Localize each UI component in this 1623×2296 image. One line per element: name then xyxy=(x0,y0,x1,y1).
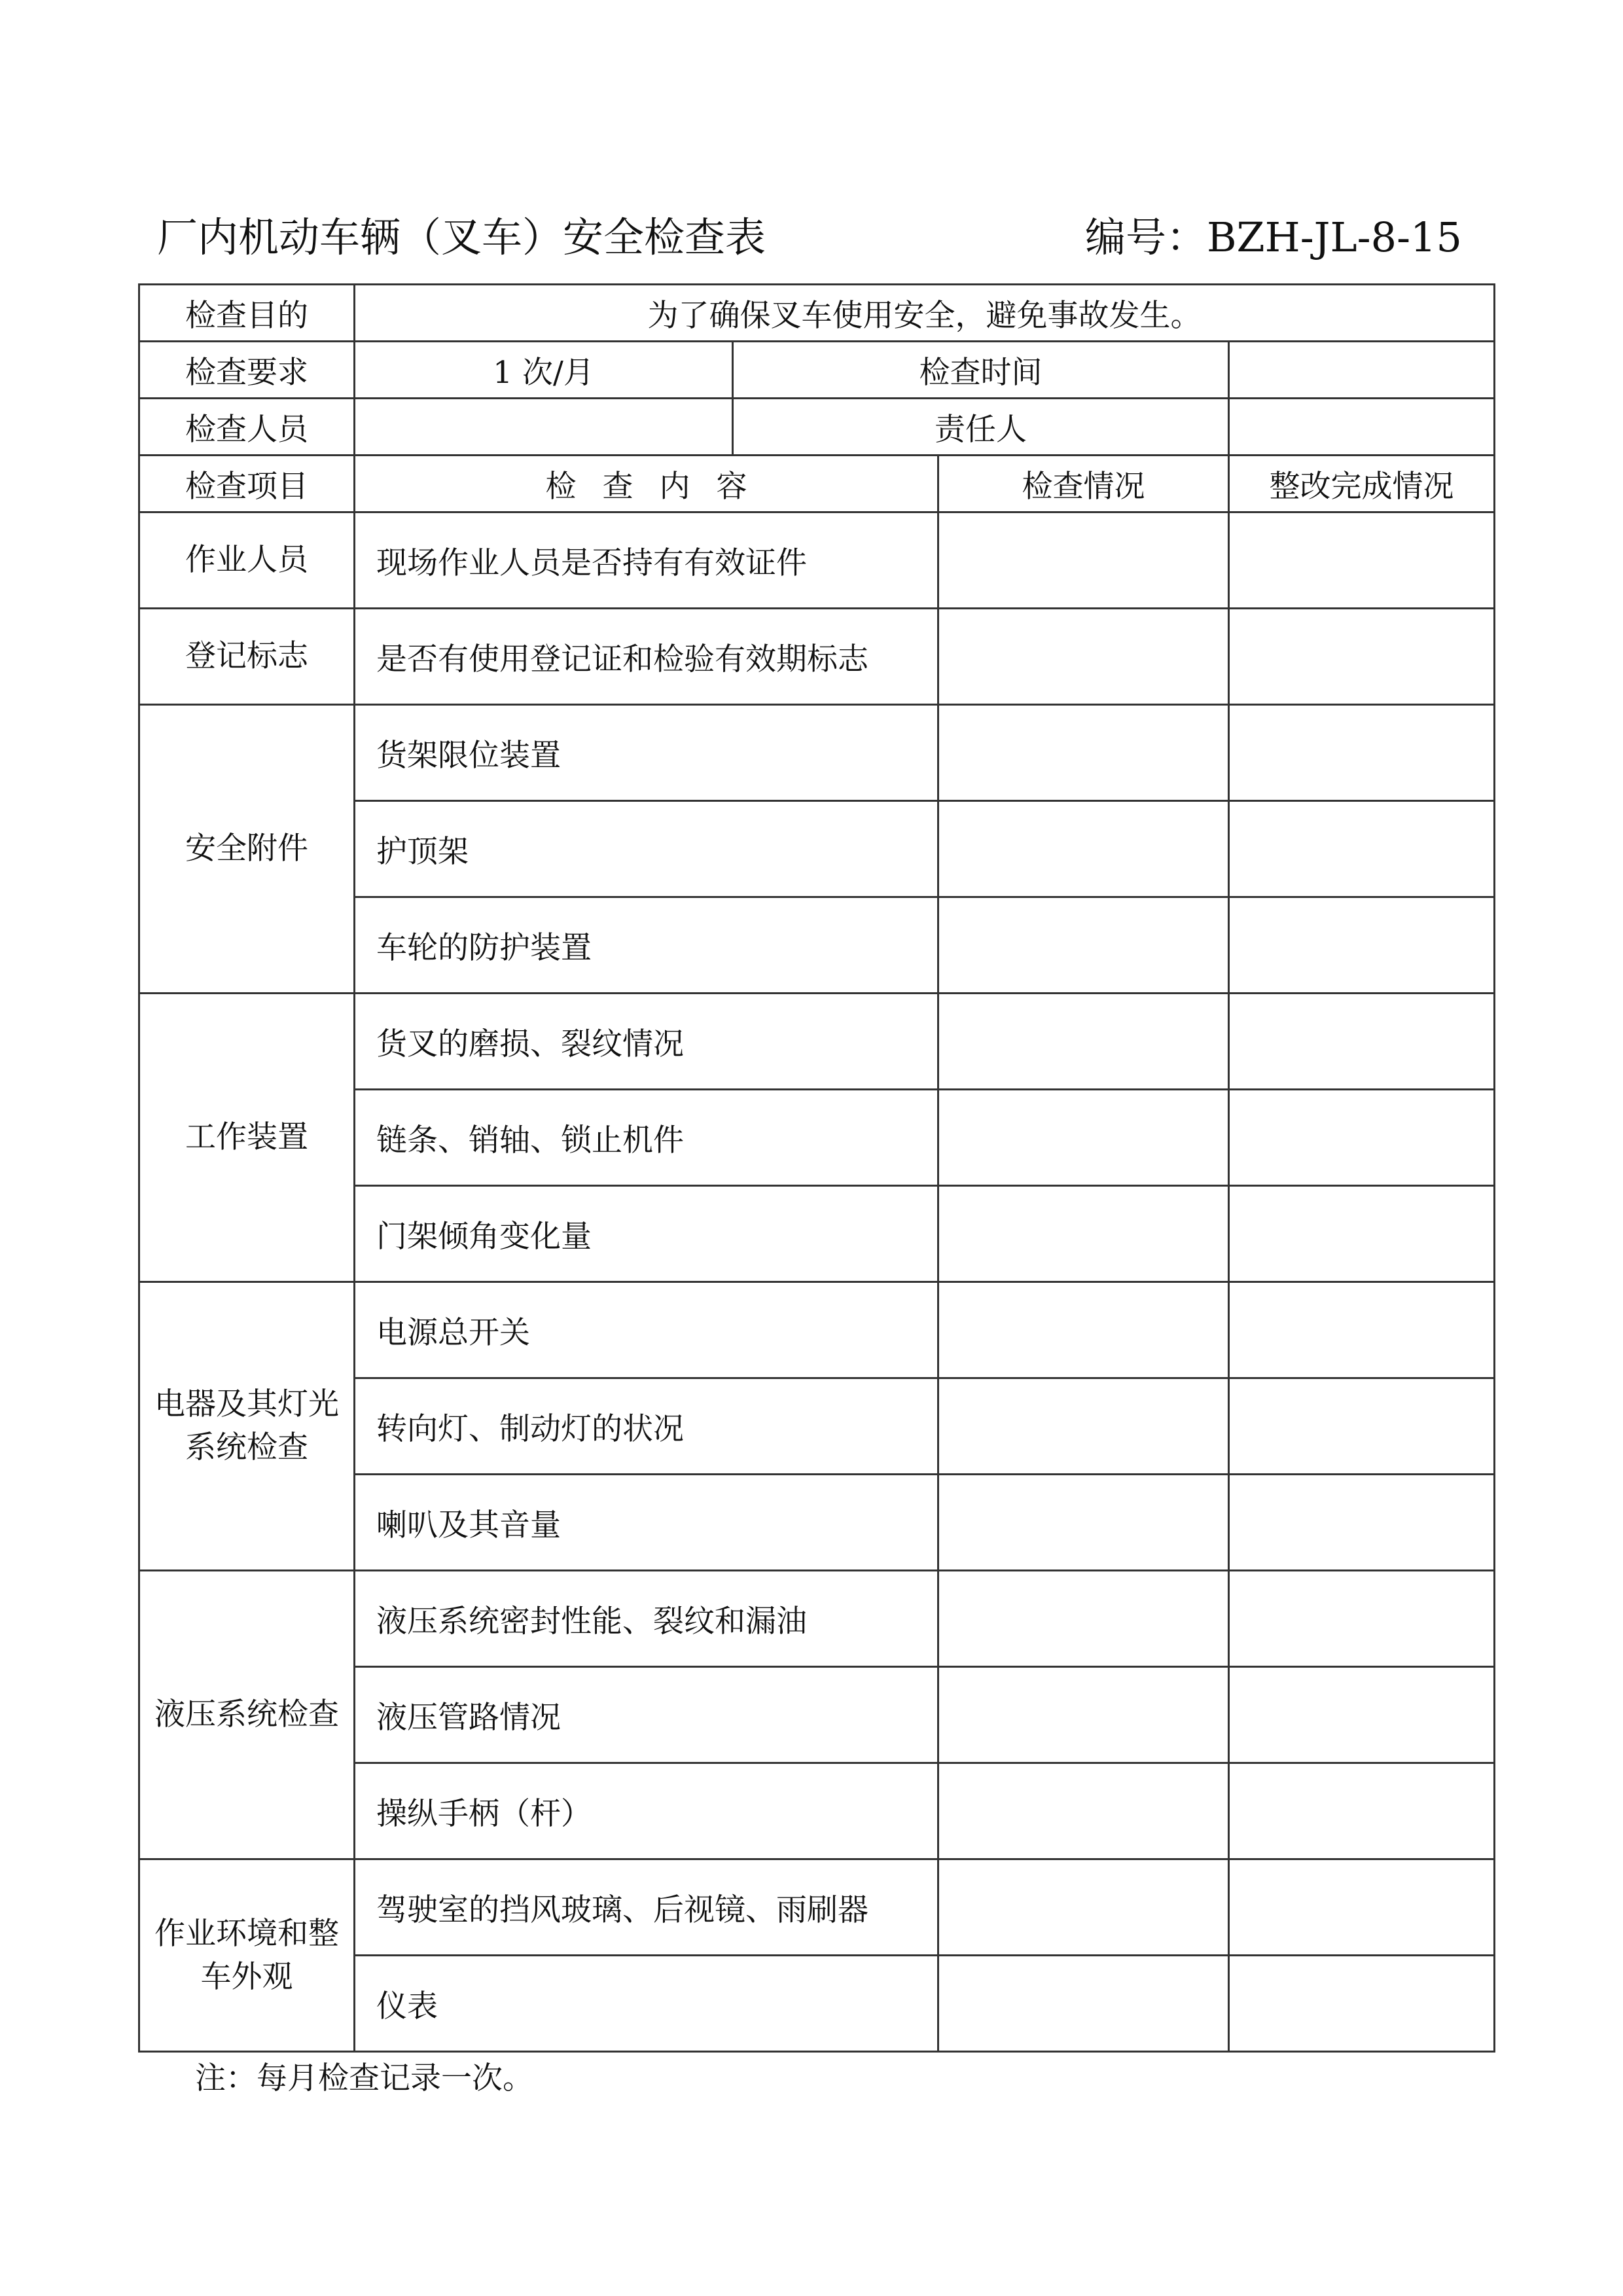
table-row xyxy=(139,609,1495,705)
check-item: 门架倾角变化量 xyxy=(355,1186,938,1282)
inspector-label: 检查人员 xyxy=(139,399,355,456)
rectification-cell[interactable] xyxy=(1229,1090,1495,1186)
table-row xyxy=(139,1571,1495,1667)
status-cell[interactable] xyxy=(938,801,1229,897)
table-header-row xyxy=(139,456,1495,512)
table-row xyxy=(139,994,1495,1090)
check-item: 驾驶室的挡风玻璃、后视镜、雨刷器 xyxy=(355,1859,938,1956)
status-cell[interactable] xyxy=(938,1090,1229,1186)
responsible-field[interactable] xyxy=(1229,399,1495,456)
status-cell[interactable] xyxy=(938,512,1229,609)
rectification-cell[interactable] xyxy=(1229,801,1495,897)
category-line: 系统检查 xyxy=(185,1429,308,1465)
check-item: 仪表 xyxy=(355,1956,938,2052)
check-item: 电源总开关 xyxy=(355,1282,938,1378)
inspection-table xyxy=(138,283,1495,2053)
rectification-cell[interactable] xyxy=(1229,1475,1495,1571)
category-line: 作业环境和整 xyxy=(154,1915,339,1952)
table-row xyxy=(139,1859,1495,1956)
status-cell[interactable] xyxy=(938,1667,1229,1763)
check-item: 现场作业人员是否持有有效证件 xyxy=(355,512,938,609)
category-line: 车外观 xyxy=(200,1958,293,1995)
requirement-label: 检查要求 xyxy=(139,342,355,399)
check-item: 喇叭及其音量 xyxy=(355,1475,938,1571)
category-cell xyxy=(139,1859,355,2052)
rectification-cell[interactable] xyxy=(1229,1956,1495,2052)
inspection-time-field[interactable] xyxy=(1229,342,1495,399)
status-cell[interactable] xyxy=(938,1282,1229,1378)
status-cell[interactable] xyxy=(938,897,1229,994)
status-cell[interactable] xyxy=(938,609,1229,705)
check-item: 车轮的防护装置 xyxy=(355,897,938,994)
status-cell[interactable] xyxy=(938,1475,1229,1571)
requirement-value: 1 次/月 xyxy=(355,342,733,399)
status-cell[interactable] xyxy=(938,994,1229,1090)
form-number: 编号：BZH-JL-8-15 xyxy=(1085,213,1462,261)
rectification-cell[interactable] xyxy=(1229,1282,1495,1378)
purpose-label: 检查目的 xyxy=(139,285,355,342)
inspection-time-label: 检查时间 xyxy=(733,342,1229,399)
check-item: 货架限位装置 xyxy=(355,705,938,801)
requirement-row xyxy=(139,342,1495,399)
form-title: 厂内机动车辆（叉车）安全检查表 xyxy=(157,213,766,261)
table-row xyxy=(139,1282,1495,1378)
rectification-cell[interactable] xyxy=(1229,609,1495,705)
status-cell[interactable] xyxy=(938,1186,1229,1282)
check-item: 链条、销轴、锁止机件 xyxy=(355,1090,938,1186)
check-item: 是否有使用登记证和检验有效期标志 xyxy=(355,609,938,705)
header-rectification: 整改完成情况 xyxy=(1229,456,1495,512)
header-status: 检查情况 xyxy=(938,456,1229,512)
status-cell[interactable] xyxy=(938,705,1229,801)
responsible-label: 责任人 xyxy=(733,399,1229,456)
footnote: 注：每月检查记录一次。 xyxy=(195,2060,533,2096)
rectification-cell[interactable] xyxy=(1229,1667,1495,1763)
check-item: 操纵手柄（杆） xyxy=(355,1763,938,1859)
category-cell: 登记标志 xyxy=(139,609,355,705)
category-cell: 作业人员 xyxy=(139,512,355,609)
rectification-cell[interactable] xyxy=(1229,512,1495,609)
rectification-cell[interactable] xyxy=(1229,994,1495,1090)
inspector-row xyxy=(139,399,1495,456)
header-item: 检查项目 xyxy=(139,456,355,512)
check-item: 液压管路情况 xyxy=(355,1667,938,1763)
rectification-cell[interactable] xyxy=(1229,1571,1495,1667)
inspector-field[interactable] xyxy=(355,399,733,456)
category-line: 电器及其灯光 xyxy=(154,1386,339,1422)
rectification-cell[interactable] xyxy=(1229,897,1495,994)
check-item: 转向灯、制动灯的状况 xyxy=(355,1378,938,1475)
rectification-cell[interactable] xyxy=(1229,705,1495,801)
status-cell[interactable] xyxy=(938,1378,1229,1475)
category-cell: 工作装置 xyxy=(139,994,355,1282)
rectification-cell[interactable] xyxy=(1229,1186,1495,1282)
rectification-cell[interactable] xyxy=(1229,1763,1495,1859)
check-item: 护顶架 xyxy=(355,801,938,897)
check-item: 货叉的磨损、裂纹情况 xyxy=(355,994,938,1090)
header-content: 检查内容 xyxy=(355,456,938,512)
purpose-row xyxy=(139,285,1495,342)
purpose-value: 为了确保叉车使用安全，避免事故发生。 xyxy=(355,285,1495,342)
category-cell: 液压系统检查 xyxy=(139,1571,355,1859)
category-cell: 安全附件 xyxy=(139,705,355,994)
rectification-cell[interactable] xyxy=(1229,1859,1495,1956)
status-cell[interactable] xyxy=(938,1571,1229,1667)
status-cell[interactable] xyxy=(938,1859,1229,1956)
status-cell[interactable] xyxy=(938,1956,1229,2052)
category-cell xyxy=(139,1282,355,1571)
check-item: 液压系统密封性能、裂纹和漏油 xyxy=(355,1571,938,1667)
table-row xyxy=(139,512,1495,609)
rectification-cell[interactable] xyxy=(1229,1378,1495,1475)
table-row xyxy=(139,705,1495,801)
status-cell[interactable] xyxy=(938,1763,1229,1859)
